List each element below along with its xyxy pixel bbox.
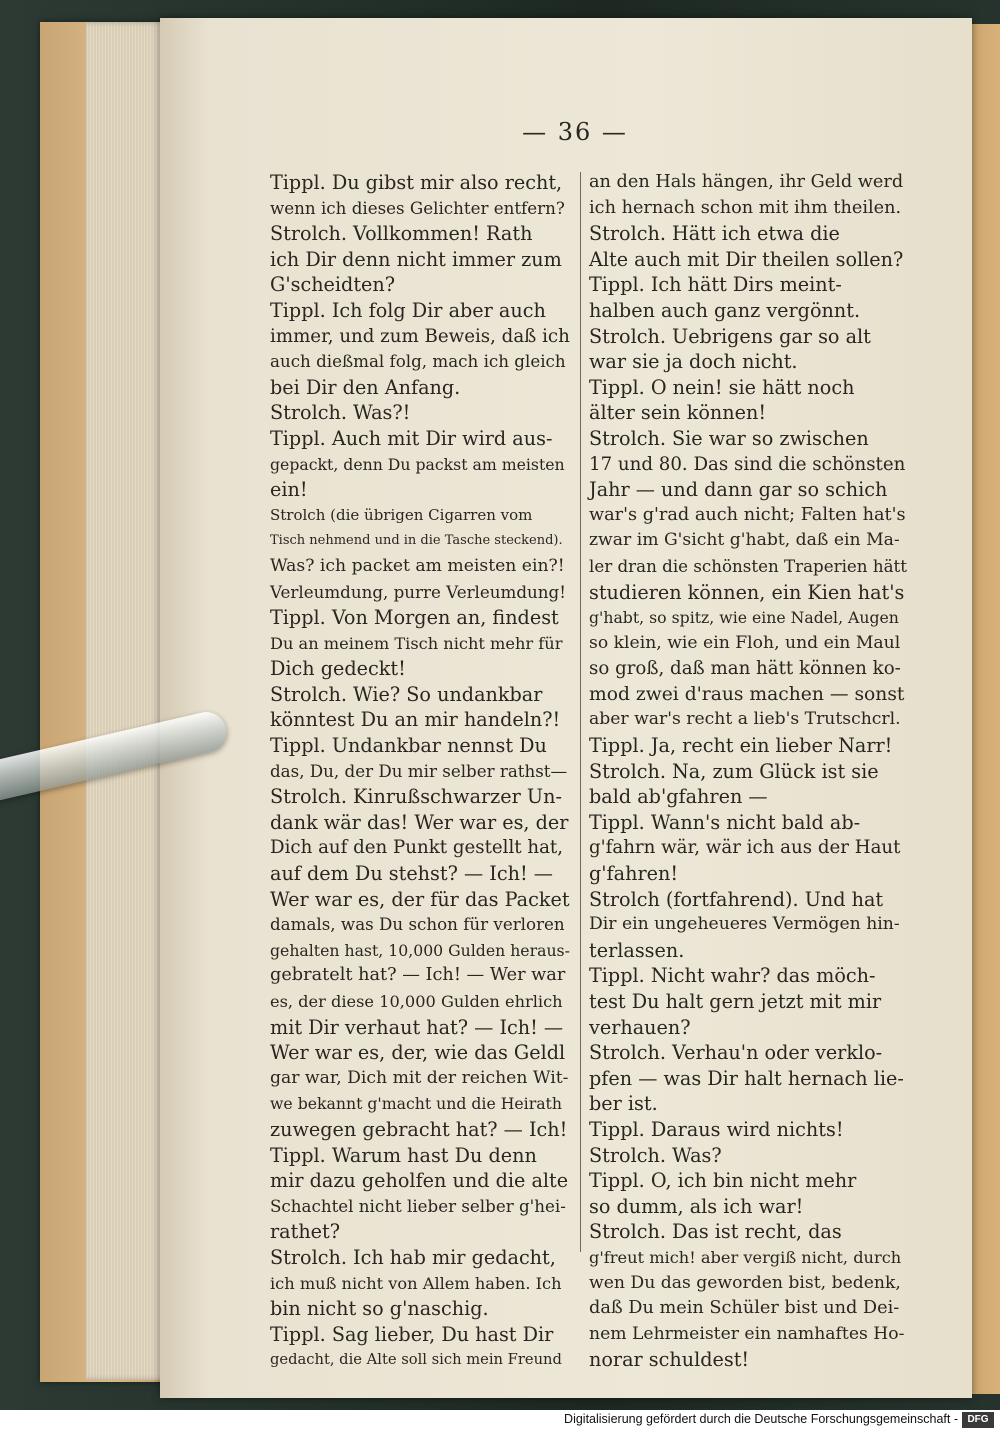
text-line: Tippl. Von Morgen an, findest: [270, 606, 559, 630]
text-line: we bekannt g'macht und die Heirath: [270, 1094, 562, 1114]
text-line: Tisch nehmend und in die Tasche steckend).: [270, 533, 563, 549]
text-line: Tippl. O nein! sie hätt noch: [589, 375, 855, 399]
text-line: g'freut mich! aber vergiß nicht, durch: [589, 1247, 902, 1267]
text-line: wenn ich dieses Gelichter entfern?: [270, 197, 565, 218]
text-line: Tippl. Auch mit Dir wird aus-: [270, 426, 553, 450]
dfg-logo: DFG: [962, 1412, 994, 1428]
text-line: Strolch. Was?!: [270, 401, 411, 425]
text-line: norar schuldest!: [589, 1348, 750, 1372]
text-line: aber war's recht a lieb's Trutschcrl.: [589, 709, 901, 730]
text-line: Tippl. Ich folg Dir aber auch: [270, 298, 546, 322]
text-line: so groß, daß man hätt können ko-: [589, 658, 901, 680]
text-line: Tippl. Wann's nicht bald ab-: [589, 810, 861, 834]
text-line: terlassen.: [589, 938, 685, 962]
text-line: Was? ich packet am meisten ein?!: [270, 555, 565, 576]
text-line: g'habt, so spitz, wie eine Nadel, Augen: [589, 608, 899, 628]
text-line: dank wär das! Wer war es, der: [270, 810, 569, 834]
text-line: halben auch ganz vergönnt.: [589, 298, 861, 322]
right-text-column: [589, 170, 907, 1372]
text-line: mit Dir verhaut hat? — Ich! —: [270, 1015, 564, 1039]
text-line: bin nicht so g'naschig.: [270, 1297, 489, 1321]
text-line: Strolch. Ich hab mir gedacht,: [270, 1245, 556, 1269]
text-line: bei Dir den Anfang.: [270, 375, 461, 399]
text-line: Tippl. Nicht wahr? das möch-: [589, 964, 876, 988]
text-line: Schachtel nicht lieber selber g'hei-: [270, 1195, 566, 1216]
text-line: Strolch. Was?: [589, 1143, 722, 1167]
text-line: daß Du mein Schüler bist und Dei-: [589, 1298, 900, 1319]
text-line: mir dazu geholfen und die alte: [270, 1169, 569, 1193]
text-line: Tippl. Ich hätt Dirs meint-: [589, 273, 842, 297]
text-line: ich hernach schon mit ihm theilen.: [589, 197, 902, 218]
text-line: zwar im G'sicht g'habt, daß ein Ma-: [589, 530, 900, 551]
text-line: Tippl. O, ich bin nicht mehr: [589, 1169, 857, 1193]
text-line: Strolch. Verhau'n oder verklo-: [589, 1041, 883, 1065]
text-line: wen Du das geworden bist, bedenk,: [589, 1272, 901, 1293]
text-line: Verleumdung, purre Verleumdung!: [270, 581, 566, 602]
text-line: Alte auch mit Dir theilen sollen?: [589, 247, 904, 271]
text-line: so dumm, als ich war!: [589, 1194, 804, 1218]
text-line: Strolch. Hätt ich etwa die: [589, 222, 840, 246]
text-line: Tippl. Ja, recht ein lieber Narr!: [589, 734, 893, 758]
text-line: Strolch. Na, zum Glück ist sie: [589, 759, 879, 783]
text-line: immer, und zum Beweis, daß ich: [270, 325, 570, 347]
text-line: Strolch. Uebrigens gar so alt: [589, 324, 871, 348]
text-line: Strolch. Sie war so zwischen: [589, 426, 869, 450]
text-line: Tippl. Sag lieber, Du hast Dir: [270, 1322, 554, 1346]
text-line: ich Dir denn nicht immer zum: [270, 247, 562, 271]
text-line: Strolch. Vollkommen! Rath: [270, 222, 533, 246]
text-line: bald ab'gfahren —: [589, 785, 768, 809]
text-line: studieren können, ein Kien hat's: [589, 580, 905, 604]
text-line: ein!: [270, 478, 308, 502]
text-line: zuwegen gebracht hat? — Ich!: [270, 1117, 568, 1141]
text-line: auch dießmal folg, mach ich gleich: [270, 351, 566, 372]
text-line: Strolch (fortfahrend). Und hat: [589, 887, 884, 911]
text-line: das, Du, der Du mir selber rathst—: [270, 760, 568, 781]
text-line: auf dem Du stehst? — Ich! —: [270, 862, 553, 886]
text-line: gehalten hast, 10,000 Gulden heraus-: [270, 940, 570, 960]
text-line: 17 und 80. Das sind die schönsten: [589, 453, 906, 475]
text-line: gebratelt hat? — Ich! — Wer war: [270, 965, 566, 986]
text-line: an den Hals hängen, ihr Geld werd: [589, 172, 904, 192]
text-line: Tippl. Undankbar nennst Du: [270, 734, 547, 758]
text-line: pfen — was Dir halt hernach lie-: [589, 1066, 904, 1090]
text-line: verhauen?: [589, 1015, 691, 1039]
text-line: mod zwei d'raus machen — sonst: [589, 683, 905, 705]
text-line: Tippl. Du gibst mir also recht,: [270, 171, 563, 194]
text-line: g'fahren!: [589, 862, 679, 886]
text-line: Wer war es, der, wie das Geldl: [270, 1041, 566, 1065]
text-line: nem Lehrmeister ein namhaftes Ho-: [589, 1323, 905, 1344]
text-line: Dir ein ungeheueres Vermögen hin-: [589, 914, 900, 935]
text-line: Wer war es, der für das Packet: [270, 887, 570, 911]
text-line: Jahr — und dann gar so schich: [589, 478, 888, 502]
text-line: ich muß nicht von Allem haben. Ich: [270, 1273, 562, 1293]
text-line: könntest Du an mir handeln?!: [270, 708, 561, 732]
text-line: Strolch. Kinrußschwarzer Un-: [270, 785, 562, 809]
text-line: Dich auf den Punkt gestellt hat,: [270, 837, 564, 859]
text-line: es, der diese 10,000 Gulden ehrlich: [270, 992, 563, 1011]
text-line: Strolch (die übrigen Cigarren vom: [270, 505, 533, 524]
text-line: gepackt, denn Du packst am meisten: [270, 454, 565, 474]
text-line: war's g'rad auch nicht; Falten hat's: [589, 504, 906, 525]
text-line: gar war, Dich mit der reichen Wit-: [270, 1067, 569, 1088]
text-line: G'scheidten?: [270, 273, 396, 297]
footer-bar: [0, 1410, 1000, 1431]
text-line: Strolch. Wie? So undankbar: [270, 682, 543, 706]
text-line: so klein, wie ein Floh, und ein Maul: [589, 632, 901, 653]
text-line: war sie ja doch nicht.: [589, 350, 798, 374]
text-line: rathet?: [270, 1220, 341, 1244]
text-line: damals, was Du schon für verloren: [270, 914, 565, 935]
text-line: Tippl. Warum hast Du denn: [270, 1143, 537, 1167]
text-line: Dich gedeckt!: [270, 657, 406, 681]
text-line: älter sein können!: [589, 401, 767, 425]
footer-credit: Digitalisierung gefördert durch die Deutsche Forschungsgemeinschaft -: [564, 1412, 958, 1426]
text-line: test Du halt gern jetzt mit mir: [589, 990, 882, 1013]
column-divider: [580, 172, 581, 1252]
text-line: Du an meinem Tisch nicht mehr für: [270, 633, 563, 653]
page-number: — 36 —: [522, 118, 628, 146]
text-line: g'fahrn wär, wär ich aus der Haut: [589, 837, 901, 859]
text-line: ber ist.: [589, 1092, 658, 1116]
left-text-column: [270, 170, 570, 1369]
text-line: ler dran die schönsten Traperien hätt: [589, 555, 907, 576]
text-line: gedacht, die Alte soll sich mein Freund: [270, 1351, 562, 1369]
text-line: Tippl. Daraus wird nichts!: [589, 1117, 844, 1141]
text-line: Strolch. Das ist recht, das: [589, 1220, 842, 1244]
